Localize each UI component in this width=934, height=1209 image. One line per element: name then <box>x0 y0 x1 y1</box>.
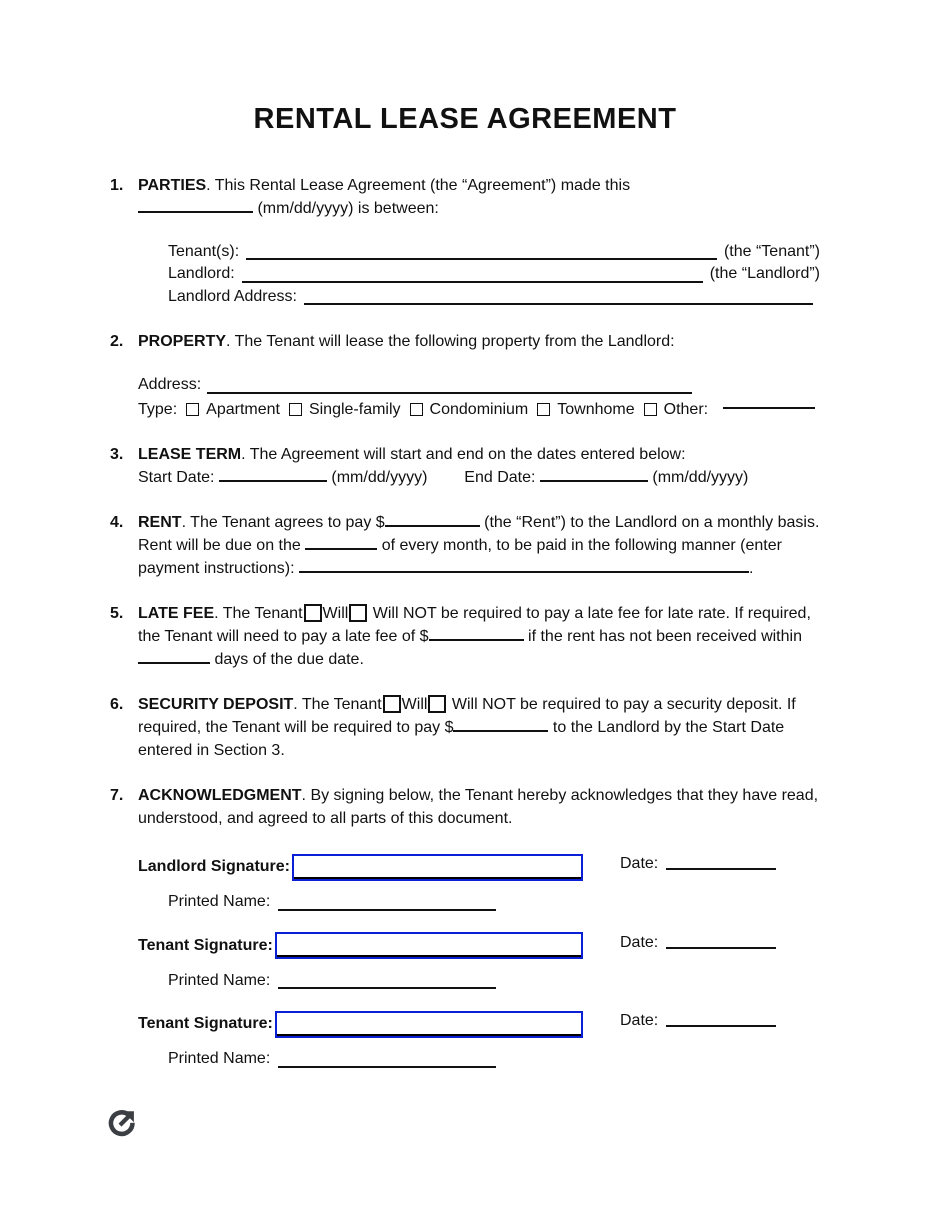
parties-text-2: (mm/dd/yyyy) is between: <box>257 199 439 217</box>
landlord-suffix: (the “Landlord”) <box>709 265 820 283</box>
payment-instructions-field[interactable] <box>299 559 749 573</box>
acknowledgment-text: . By signing below, the Tenant hereby acknowledges that they have read, understood, and agreed to all parts of this document. <box>138 787 819 828</box>
section-late-fee <box>110 602 820 671</box>
tenant-label: Tenant(s): <box>168 242 240 260</box>
late-fee-amount-field[interactable] <box>429 627 524 641</box>
lease-term-paragraph <box>138 443 820 489</box>
landlord-name-field[interactable] <box>242 281 703 283</box>
property-address-field[interactable] <box>207 392 692 394</box>
section-heading: RENT <box>138 514 182 531</box>
tenant-name-field[interactable] <box>246 258 717 260</box>
option-townhome <box>537 399 634 421</box>
deposit-text-2: Will NOT be required to pay a security deposit. If required, the Tenant will be required to pay $ <box>138 696 796 737</box>
section-heading: PROPERTY <box>138 333 227 351</box>
landlord-signature-input[interactable] <box>292 854 583 881</box>
section-heading: ACKNOWLEDGMENT <box>138 787 302 805</box>
section-heading: SECURITY DEPOSIT <box>138 696 294 714</box>
landlord-address-row <box>168 286 820 308</box>
landlord-printed-name-row <box>168 891 820 913</box>
landlord-label: Landlord: <box>168 265 235 283</box>
start-date-field[interactable] <box>219 468 327 482</box>
section-number: 2. <box>110 333 124 351</box>
option-condominium-label: Condominium <box>429 400 529 418</box>
option-single-family-label: Single-family <box>308 400 401 418</box>
late-fee-text-2: Will NOT be required to pay a late fee for late rate. If required, the Tenant will need to pay a late fee of $ <box>138 605 811 646</box>
tenant-date-label-1: Date: <box>620 933 659 951</box>
deposit-will-checkbox[interactable] <box>383 695 401 713</box>
deposit-amount-field[interactable] <box>453 718 548 732</box>
option-single-family <box>289 399 401 421</box>
checkbox-single-family[interactable] <box>289 403 302 416</box>
section-rent <box>110 511 820 580</box>
tenant-signature-label-1: Tenant Signature: <box>138 936 273 954</box>
section-number: 6. <box>110 696 124 714</box>
section-heading: PARTIES <box>138 176 207 194</box>
rent-paragraph <box>138 511 820 580</box>
landlord-date-label: Date: <box>620 855 659 873</box>
late-fee-paragraph <box>138 602 820 671</box>
landlord-date-field[interactable] <box>666 868 776 870</box>
tenant-signature-row-2 <box>138 1009 820 1039</box>
tenant-printed-name-field-2[interactable] <box>278 1066 496 1068</box>
tenant-suffix: (the “Tenant”) <box>723 242 820 260</box>
option-other-label: Other: <box>663 400 709 418</box>
property-address-label: Address: <box>138 376 202 394</box>
circular-arrow-glyph <box>105 1105 139 1139</box>
tenant-signature-input-1[interactable] <box>275 932 583 959</box>
tenant-date-group-1 <box>620 934 776 952</box>
tenant-printed-name-label-2: Printed Name: <box>168 1050 271 1068</box>
late-fee-text-4: days of the due date. <box>214 651 364 669</box>
tenant-printed-name-field-1[interactable] <box>278 987 496 989</box>
landlord-date-group <box>620 855 776 873</box>
tenant-signature-input-2[interactable] <box>275 1011 583 1038</box>
rent-text-4: . <box>748 560 754 578</box>
option-other <box>644 399 708 421</box>
late-fee-text-1: . The Tenant <box>214 605 303 623</box>
parties-paragraph <box>138 174 820 220</box>
deposit-text-1: . The Tenant <box>293 696 382 714</box>
late-fee-text-3: if the rent has not been received within <box>528 628 802 646</box>
document-body <box>110 174 820 830</box>
section-acknowledgment <box>110 784 820 830</box>
section-property <box>110 330 820 421</box>
start-date-format: (mm/dd/yyyy) <box>331 468 428 486</box>
tenant-printed-name-row-1 <box>168 970 820 992</box>
checkbox-condominium[interactable] <box>410 403 423 416</box>
landlord-address-field[interactable] <box>304 303 813 305</box>
checkbox-other[interactable] <box>644 403 657 416</box>
landlord-signature-pair <box>138 852 820 913</box>
rent-amount-field[interactable] <box>385 513 480 527</box>
section-parties <box>110 174 820 308</box>
landlord-printed-name-label: Printed Name: <box>168 893 271 911</box>
deposit-text-3: to the Landlord by the Start Date entered in Section 3. <box>138 719 785 760</box>
page-title: RENTAL LEASE AGREEMENT <box>253 103 677 135</box>
rent-due-day-field[interactable] <box>305 536 377 550</box>
tenant-signature-pair-1 <box>138 931 820 992</box>
rent-text-1: . The Tenant agrees to pay $ <box>181 514 385 531</box>
landlord-printed-name-field[interactable] <box>278 909 496 911</box>
landlord-row <box>168 263 820 285</box>
option-apartment-label: Apartment <box>206 400 280 418</box>
section-security-deposit <box>110 693 820 762</box>
late-fee-will-checkbox[interactable] <box>304 604 322 622</box>
agreement-date-field[interactable] <box>138 199 253 213</box>
property-paragraph <box>138 330 820 353</box>
tenant-signature-pair-2 <box>138 1009 820 1070</box>
tenant-date-field-2[interactable] <box>666 1025 776 1027</box>
section-lease-term <box>110 443 820 489</box>
deposit-will-not-checkbox[interactable] <box>428 695 446 713</box>
tenant-date-group-2 <box>620 1012 776 1030</box>
option-townhome-label: Townhome <box>557 400 635 418</box>
tenant-printed-name-label-1: Printed Name: <box>168 971 271 989</box>
rent-text-2: (the “Rent”) to the Landlord on a monthly basis. Rent will be due on the <box>138 514 820 555</box>
tenant-date-label-2: Date: <box>620 1012 659 1030</box>
section-number: 3. <box>110 445 124 463</box>
late-fee-days-field[interactable] <box>138 650 210 664</box>
end-date-field[interactable] <box>540 468 648 482</box>
tenant-signature-row-1 <box>138 931 820 961</box>
security-deposit-paragraph <box>138 693 820 762</box>
property-type-row <box>138 399 820 421</box>
late-fee-will-label: Will <box>322 605 349 623</box>
section-heading: LATE FEE <box>138 605 215 623</box>
acknowledgment-paragraph <box>138 784 820 830</box>
checkbox-townhome[interactable] <box>537 403 550 416</box>
other-type-field[interactable] <box>723 407 815 409</box>
option-condominium <box>410 399 529 421</box>
tenant-row <box>168 241 820 263</box>
option-apartment <box>186 399 280 421</box>
deposit-will-label: Will <box>401 696 428 714</box>
section-number: 5. <box>110 605 124 623</box>
landlord-signature-row <box>138 852 820 882</box>
section-heading: LEASE TERM <box>138 445 242 463</box>
lease-term-text: . The Agreement will start and end on the dates entered below: <box>241 445 686 463</box>
section-number: 7. <box>110 787 124 805</box>
end-date-format: (mm/dd/yyyy) <box>652 468 749 486</box>
parties-text: . This Rental Lease Agreement (the “Agreement”) made this <box>206 176 631 194</box>
rent-text-3: of every month, to be paid in the following manner (enter payment instructions): <box>138 537 782 578</box>
landlord-signature-label: Landlord Signature: <box>138 858 290 876</box>
tenant-date-field-1[interactable] <box>666 947 776 949</box>
tenant-signature-label-2: Tenant Signature: <box>138 1015 273 1033</box>
landlord-address-label: Landlord Address: <box>168 287 297 305</box>
end-date-label: End Date: <box>464 468 536 486</box>
section-number: 1. <box>110 176 124 194</box>
property-fields <box>138 374 820 421</box>
parties-fields <box>138 241 820 308</box>
start-date-label: Start Date: <box>138 468 215 486</box>
property-address-row <box>138 374 820 396</box>
property-text: . The Tenant will lease the following property from the Landlord: <box>226 333 675 351</box>
property-type-label: Type: <box>138 400 178 418</box>
checkbox-apartment[interactable] <box>186 403 199 416</box>
circular-arrow-icon[interactable] <box>105 1105 139 1139</box>
signature-block <box>110 852 820 1070</box>
tenant-printed-name-row-2 <box>168 1048 820 1070</box>
section-number: 4. <box>110 514 124 531</box>
late-fee-will-not-checkbox[interactable] <box>349 604 367 622</box>
